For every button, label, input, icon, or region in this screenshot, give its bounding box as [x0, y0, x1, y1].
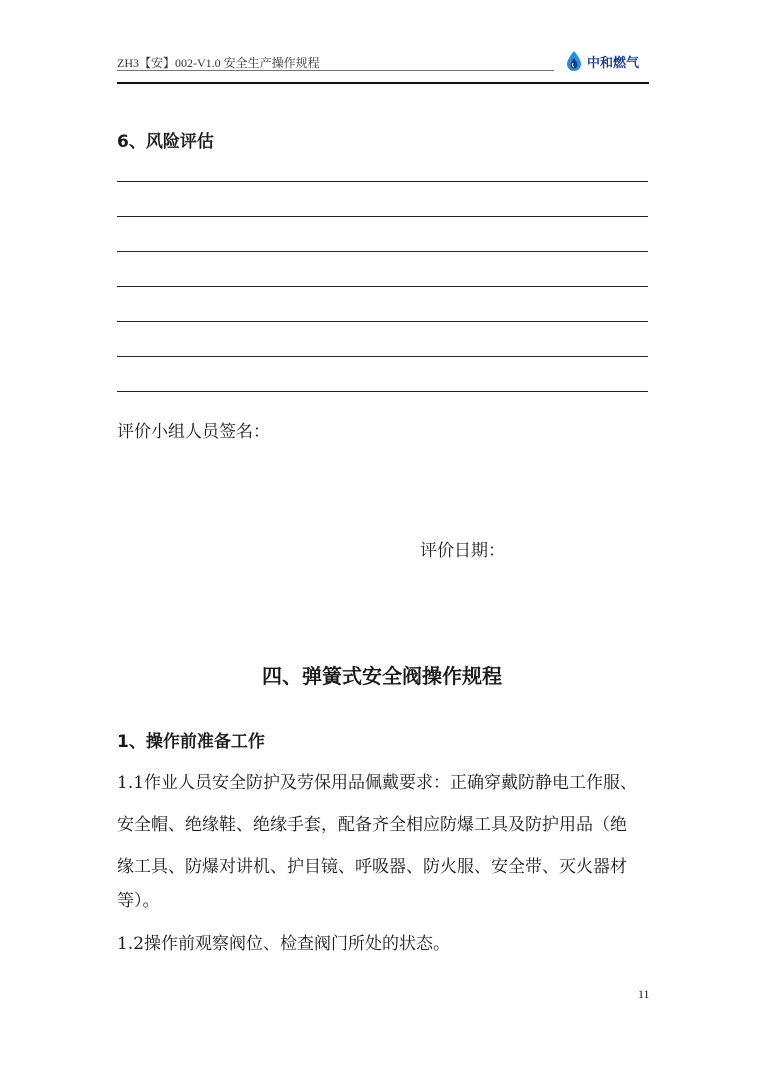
- blank-line: [117, 391, 648, 392]
- header-rule: [117, 82, 649, 84]
- paragraph-line: 缘工具、防爆对讲机、护目镜、呼吸器、防火服、安全带、灭火器材: [117, 857, 627, 877]
- paragraph-line: 1.2操作前观察阀位、检查阀门所处的状态。: [117, 934, 451, 954]
- logo-text: 中和燃气: [587, 55, 640, 71]
- paragraph-line: 安全帽、绝缘鞋、绝缘手套，配备齐全相应防爆工具及防护用品（绝: [117, 815, 627, 835]
- blank-line: [117, 286, 648, 287]
- flame-drop-icon: [565, 50, 583, 72]
- blank-line: [117, 216, 648, 217]
- company-logo: [565, 49, 639, 73]
- blank-line: [117, 181, 648, 182]
- paragraph-line: 等）。: [117, 891, 160, 911]
- blank-line: [117, 321, 648, 322]
- section-heading-risk-assessment: 6、风险评估: [117, 132, 214, 152]
- header-doc-code: ZH3【安】002-V1.0 安全生产操作规程: [117, 56, 320, 70]
- page-number: 11: [638, 987, 650, 1001]
- header-underline: [117, 70, 554, 71]
- signature-label: 评价小组人员签名：: [117, 422, 270, 442]
- blank-line: [117, 251, 648, 252]
- subsection-heading-preparation: 1、操作前准备工作: [117, 732, 265, 752]
- chapter-title: 四、弹簧式安全阀操作规程: [262, 664, 502, 688]
- blank-line: [117, 356, 648, 357]
- paragraph-line: 1.1作业人员安全防护及劳保用品佩戴要求：正确穿戴防静电工作服、: [117, 773, 638, 793]
- date-label: 评价日期：: [420, 541, 505, 561]
